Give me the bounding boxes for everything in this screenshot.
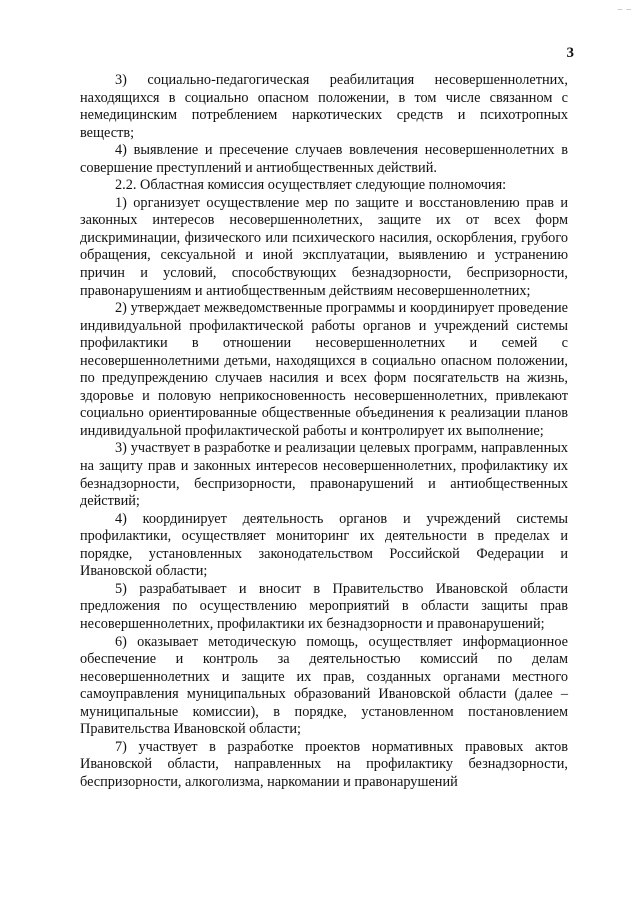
paragraph-power-5: 5) разрабатывает и вносит в Правительство Ивановской области предложения по осуществлению мероприятий в области защиты прав несовершеннолетних, профилактики их безнадзорности и правонарушений; xyxy=(80,580,568,632)
page-number: 3 xyxy=(566,45,574,61)
paragraph-power-7: 7) участвует в разработке проектов нормативных правовых актов Ивановской области, направленных на профилактику безнадзорности, беспризорности, алкоголизма, наркомании и правонарушений xyxy=(80,738,568,790)
paragraph-power-1: 1) организует осуществление мер по защите и восстановлению прав и законных интересов несовершеннолетних, защите их от всех форм дискриминации, физического или психического насилия, оскорбления, грубого обращения, сексуальной и иной эксплуатации, выявлению и устранению причин и условий, способствующих безнадзорности, беспризорности, правонарушениям и антиобщественным действиям несовершеннолетних; xyxy=(80,194,568,299)
paragraph-power-3: 3) участвует в разработке и реализации целевых программ, направленных на защиту прав и законных интересов несовершеннолетних, профилактику их безнадзорности, беспризорности, правонарушений и антиобщественных действий; xyxy=(80,440,568,510)
paragraph-power-4: 4) координирует деятельность органов и учреждений системы профилактики, осуществляет мониторинг их деятельности в пределах и порядке, установленных законодательством Российской Федерации и Ивановской области; xyxy=(80,510,568,580)
paragraph-item-3-rehabilitation: 3) социально-педагогическая реабилитация несовершеннолетних, находящихся в социально опасном положении, в том числе связанном с немедицинским потреблением наркотических средств и психотропных веществ; xyxy=(80,72,568,141)
paragraph-power-2: 2) утверждает межведомственные программы и координирует проведение индивидуальной профилактической работы органов и учреждений системы профилактики в отношении несовершеннолетних и семей с несовершеннолетними детьми, находящихся в социально опасном положении, по предупреждению случаев насилия и всех форм посягательств на жизнь, здоровье и половую неприкосновенность несовершеннолетних, привлекают социально ориентированные общественные объединения к реализации планов индивидуальной профилактической работы и контролирует их выполнение; xyxy=(80,300,568,439)
paragraph-section-2-2-heading: 2.2. Областная комиссия осуществляет следующие полномочия: xyxy=(115,177,507,194)
paragraph-power-6: 6) оказывает методическую помощь, осуществляет информационное обеспечение и контроль за деятельностью комиссий по делам несовершеннолетних и защите их прав, созданных органами местного самоуправления муниципальных образований Ивановской области (далее – муниципальные комиссии), в порядке, установленном постановлением Правительства Ивановской области; xyxy=(80,633,568,738)
scan-corner-mark: – – xyxy=(617,4,632,14)
paragraph-item-4-crime-prevention: 4) выявление и пресечение случаев вовлечения несовершеннолетних в совершение преступлений и антиобщественных действий. xyxy=(80,142,568,176)
document-body xyxy=(80,72,568,791)
